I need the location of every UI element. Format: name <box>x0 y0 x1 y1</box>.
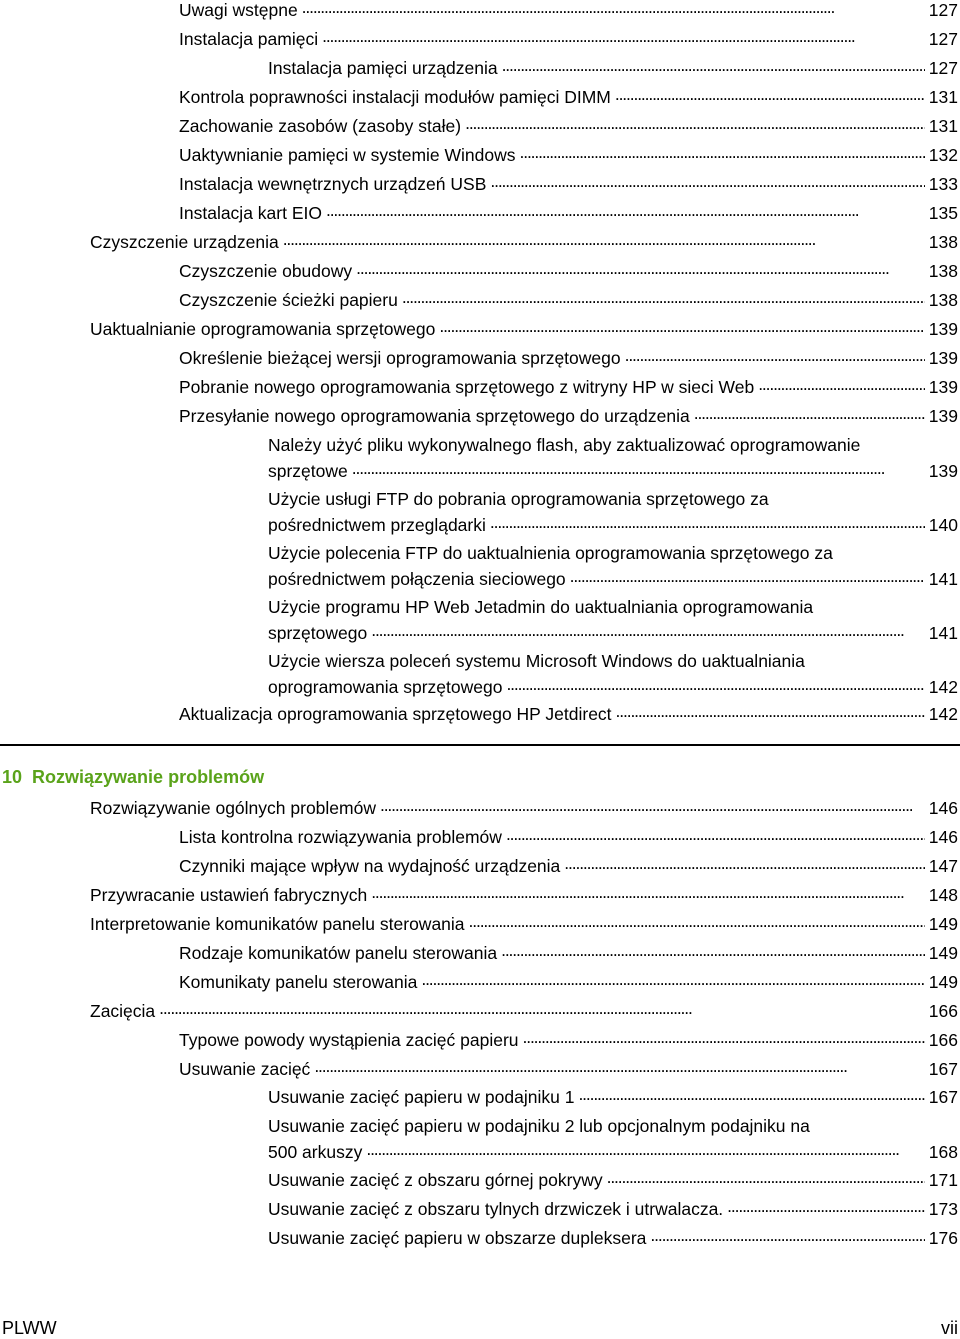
toc-entry[interactable] <box>179 940 958 966</box>
toc-page-number: 171 <box>928 1170 958 1191</box>
toc-page-number: 127 <box>928 0 958 21</box>
toc-page-number: 176 <box>928 1228 958 1249</box>
toc-entry[interactable] <box>268 540 958 592</box>
toc-page-number: 147 <box>928 856 958 877</box>
dot-leader <box>469 911 925 930</box>
footer-page-number: vii <box>941 1318 958 1338</box>
dot-leader <box>625 345 925 364</box>
dot-leader <box>506 674 924 693</box>
toc-entry-title: sprzętowe <box>268 461 348 482</box>
dot-leader <box>570 566 925 585</box>
toc-entry-title: pośrednictwem połączenia sieciowego <box>268 569 566 590</box>
toc-entry-title: Zacięcia <box>90 1001 156 1022</box>
toc-entry[interactable] <box>268 1167 958 1193</box>
toc-page-number: 146 <box>928 827 958 848</box>
toc-entry[interactable] <box>268 594 958 646</box>
toc-page-number: 167 <box>928 1087 958 1108</box>
toc-entry[interactable] <box>268 1113 958 1165</box>
toc-page-number: 132 <box>928 145 958 166</box>
toc-page-number: 167 <box>928 1059 958 1080</box>
toc-page-number: 131 <box>928 87 958 108</box>
toc-entry-title-line1: Użycie programu HP Web Jetadmin do uaktualniania oprogramowania <box>268 597 814 617</box>
toc-entry[interactable] <box>90 998 958 1024</box>
toc-entry[interactable] <box>179 1027 958 1053</box>
dot-leader <box>502 55 925 74</box>
toc-page-number: 141 <box>928 623 958 644</box>
toc-entry-title-line1: Użycie wiersza poleceń systemu Microsoft Windows do uaktualniania <box>268 651 805 671</box>
toc-entry[interactable] <box>179 824 958 850</box>
footer-locale: PLWW <box>2 1318 57 1338</box>
toc-entry-title: Komunikaty panelu sterowania <box>179 972 418 993</box>
dot-leader <box>421 969 924 988</box>
toc-entry[interactable] <box>179 701 958 727</box>
toc-entry[interactable] <box>179 374 958 400</box>
toc-entry[interactable] <box>268 432 958 484</box>
toc-page-number: 138 <box>928 261 958 282</box>
dot-leader <box>523 1027 925 1046</box>
toc-entry-title: oprogramowania sprzętowego <box>268 677 503 698</box>
toc-entry[interactable] <box>90 795 958 821</box>
dot-leader <box>371 620 925 639</box>
dot-leader <box>650 1225 924 1244</box>
dot-leader <box>578 1084 924 1103</box>
toc-entry[interactable] <box>268 1196 958 1222</box>
toc-entry-title: Czynniki mające wpływ na wydajność urządzenia <box>179 856 561 877</box>
dot-leader <box>314 1056 924 1075</box>
dot-leader <box>322 26 925 45</box>
toc-page-number: 138 <box>928 290 958 311</box>
toc-entry[interactable] <box>179 403 958 429</box>
toc-entry[interactable] <box>179 345 958 371</box>
toc-entry[interactable] <box>179 1056 958 1082</box>
dot-leader <box>727 1196 925 1215</box>
toc-page-number: 173 <box>928 1199 958 1220</box>
toc-entry[interactable] <box>268 486 958 538</box>
toc-page-number: 139 <box>928 348 958 369</box>
toc-page-number: 127 <box>928 29 958 50</box>
toc-entry-title: Określenie bieżącej wersji oprogramowania sprzętowego <box>179 348 621 369</box>
toc-entry-title: Uaktualnianie oprogramowania sprzętowego <box>90 319 436 340</box>
toc-page-number: 166 <box>928 1001 958 1022</box>
toc-entry[interactable] <box>90 911 958 937</box>
toc-entry-title: Instalacja pamięci <box>179 29 319 50</box>
dot-leader <box>607 1167 925 1186</box>
toc-entry-title: Przywracanie ustawień fabrycznych <box>90 885 368 906</box>
toc-page-number: 142 <box>928 704 958 725</box>
toc-entry-title: Usuwanie zacięć papieru w podajniku 1 <box>268 1087 575 1108</box>
toc-entry-title-line1: Użycie polecenia FTP do uaktualnienia oprogramowania sprzętowego za <box>268 543 833 563</box>
toc-entry-title: Usuwanie zacięć papieru w obszarze dupleksera <box>268 1228 647 1249</box>
dot-leader <box>490 512 925 531</box>
toc-entry-title: Usuwanie zacięć <box>179 1059 311 1080</box>
dot-leader <box>283 229 925 248</box>
dot-leader <box>758 374 925 393</box>
toc-entry[interactable] <box>90 229 958 255</box>
toc-entry-title-line1: Należy użyć pliku wykonywalnego flash, aby zaktualizować oprogramowanie <box>268 435 861 455</box>
toc-page-number: 133 <box>928 174 958 195</box>
toc-page-number: 139 <box>928 319 958 340</box>
dot-leader <box>490 171 924 190</box>
toc-entry-title: Czyszczenie urządzenia <box>90 232 279 253</box>
toc-page-number: 139 <box>928 406 958 427</box>
dot-leader <box>616 701 925 720</box>
toc-entry-title: Czyszczenie ścieżki papieru <box>179 290 398 311</box>
toc-entry-title: Pobranie nowego oprogramowania sprzętowego z witryny HP w sieci Web <box>179 377 755 398</box>
chapter-title: Rozwiązywanie problemów <box>32 767 265 787</box>
toc-entry-title: Instalacja kart EIO <box>179 203 322 224</box>
toc-page-number: 139 <box>928 461 958 482</box>
toc-entry[interactable] <box>179 26 958 52</box>
toc-page-number: 168 <box>928 1142 958 1163</box>
dot-leader <box>439 316 924 335</box>
toc-entry[interactable] <box>179 0 958 23</box>
dot-leader <box>371 882 925 901</box>
dot-leader <box>501 940 925 959</box>
toc-entry[interactable] <box>268 648 958 700</box>
toc-entry-title: Czyszczenie obudowy <box>179 261 353 282</box>
dot-leader <box>615 84 925 103</box>
toc-page-number: 131 <box>928 116 958 137</box>
toc-entry-title: Usuwanie zacięć z obszaru tylnych drzwiczek i utrwalacza. <box>268 1199 724 1220</box>
dot-leader <box>326 200 925 219</box>
toc-entry-title: pośrednictwem przeglądarki <box>268 515 486 536</box>
toc-entry[interactable] <box>179 171 958 197</box>
dot-leader <box>694 403 925 422</box>
toc-entry-title: Uwagi wstępne <box>179 0 298 21</box>
dot-leader <box>302 0 925 16</box>
toc-entry-title: 500 arkuszy <box>268 1142 363 1163</box>
toc-page-number: 135 <box>928 203 958 224</box>
toc-page-number: 149 <box>928 972 958 993</box>
toc-entry-title-line1: Usuwanie zacięć papieru w podajniku 2 lub opcjonalnym podajniku na <box>268 1116 810 1136</box>
dot-leader <box>366 1139 924 1158</box>
toc-entry-title: Aktualizacja oprogramowania sprzętowego HP Jetdirect <box>179 704 612 725</box>
toc-entry-title: Interpretowanie komunikatów panelu sterowania <box>90 914 465 935</box>
toc-entry-title: Usuwanie zacięć z obszaru górnej pokrywy <box>268 1170 603 1191</box>
toc-entry-title: Instalacja wewnętrznych urządzeń USB <box>179 174 487 195</box>
chapter-heading[interactable] <box>2 764 264 790</box>
dot-leader <box>564 853 925 872</box>
toc-entry-title: Uaktywnianie pamięci w systemie Windows <box>179 145 516 166</box>
dot-leader <box>380 795 925 814</box>
toc-entry[interactable] <box>179 853 958 879</box>
dot-leader <box>159 998 925 1017</box>
toc-page-number: 146 <box>928 798 958 819</box>
toc-entry-title: Rodzaje komunikatów panelu sterowania <box>179 943 498 964</box>
toc-page-number: 139 <box>928 377 958 398</box>
toc-entry-title: Instalacja pamięci urządzenia <box>268 58 498 79</box>
toc-entry-title: Przesyłanie nowego oprogramowania sprzętowego do urządzenia <box>179 406 690 427</box>
chapter-divider <box>0 744 960 746</box>
dot-leader <box>506 824 925 843</box>
toc-entry[interactable] <box>268 55 958 81</box>
toc-page-number: 142 <box>928 677 958 698</box>
dot-leader <box>352 458 925 477</box>
toc-entry[interactable] <box>179 113 958 139</box>
toc-entry[interactable] <box>268 1225 958 1251</box>
toc-page-number: 127 <box>928 58 958 79</box>
toc-entry[interactable] <box>179 258 958 284</box>
toc-entry-title: Kontrola poprawności instalacji modułów pamięci DIMM <box>179 87 611 108</box>
dot-leader <box>465 113 925 132</box>
toc-entry[interactable] <box>90 882 958 908</box>
toc-entry[interactable] <box>268 1084 958 1110</box>
toc-page-number: 166 <box>928 1030 958 1051</box>
toc-entry-title-line1: Użycie usługi FTP do pobrania oprogramowania sprzętowego za <box>268 489 769 509</box>
toc-entry-title: Rozwiązywanie ogólnych problemów <box>90 798 376 819</box>
toc-entry[interactable] <box>179 142 958 168</box>
toc-page-number: 138 <box>928 232 958 253</box>
dot-leader <box>520 142 925 161</box>
toc-entry[interactable] <box>179 969 958 995</box>
toc-page-number: 149 <box>928 914 958 935</box>
toc-entry[interactable] <box>179 287 958 313</box>
toc-page-number: 149 <box>928 943 958 964</box>
toc-entry-title: sprzętowego <box>268 623 368 644</box>
toc-entry[interactable] <box>90 316 958 342</box>
dot-leader <box>402 287 925 306</box>
toc-entry-title: Zachowanie zasobów (zasoby stałe) <box>179 116 462 137</box>
dot-leader <box>356 258 925 277</box>
chapter-number: 10 <box>2 767 23 787</box>
toc-entry-title: Lista kontrolna rozwiązywania problemów <box>179 827 502 848</box>
toc-page-number: 141 <box>928 569 958 590</box>
toc-page-number: 148 <box>928 885 958 906</box>
toc-entry[interactable] <box>179 200 958 226</box>
toc-entry[interactable] <box>179 84 958 110</box>
toc-entry-title: Typowe powody wystąpienia zacięć papieru <box>179 1030 519 1051</box>
toc-page-number: 140 <box>928 515 958 536</box>
